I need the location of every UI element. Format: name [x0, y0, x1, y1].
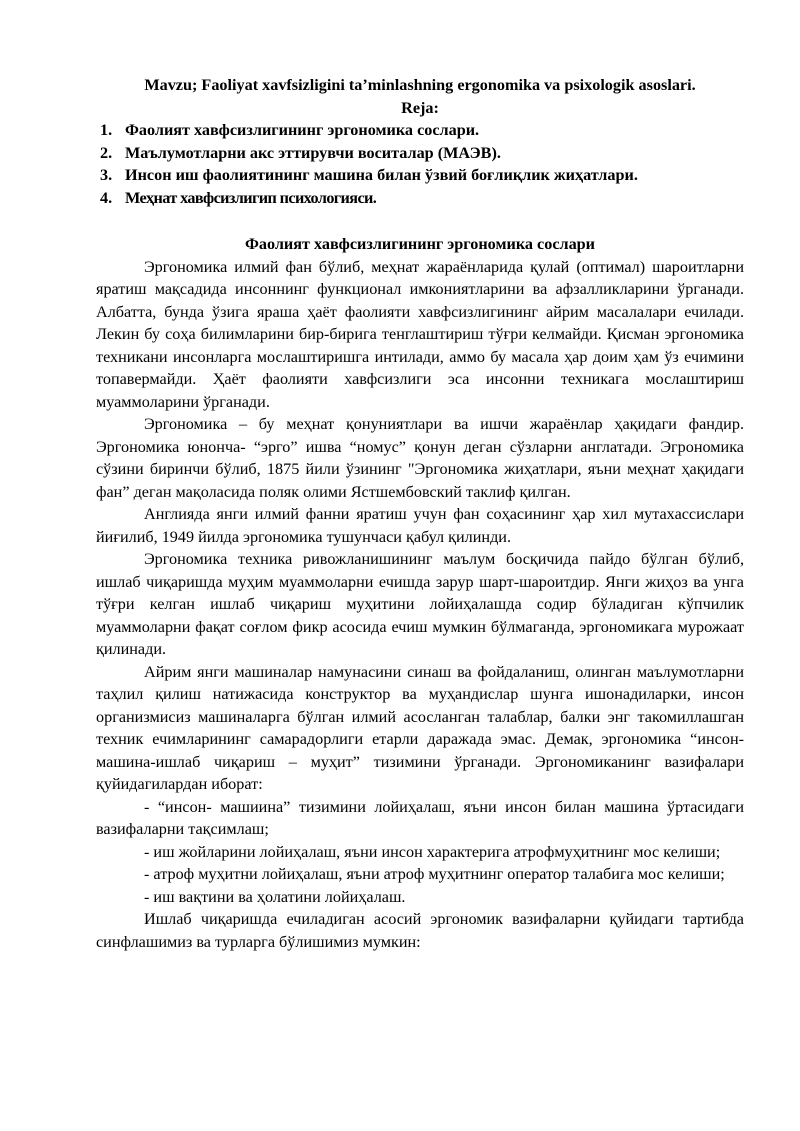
- plan-item-number: 4.: [100, 188, 113, 207]
- plan-item-text: Инсон иш фаолиятининг машина билан ўзвий боғлиқлик жиҳатлари.: [125, 166, 638, 184]
- document-page: [96, 74, 744, 953]
- body-paragraph: Англияда янги илмий фанни яратиш учун фан соҳасининг ҳар хил мутахассислари йиғилиб, 1949 йилда эргономика тушунчаси қабул қилинди.: [96, 505, 744, 546]
- task-list-item: - атроф муҳитни лойиҳалаш, яъни атроф муҳитнинг оператор талабига мос келиши;: [144, 865, 725, 883]
- plan-item-number: 1.: [100, 121, 113, 139]
- plan-item: [96, 119, 744, 142]
- plan-item-number: 2.: [100, 143, 113, 162]
- plan-item: [96, 164, 744, 187]
- body-paragraph: Эргономика техника ривожланишининг маълум босқичида пайдо бўлган бўлиб, ишлаб чиқаришда муҳим муаммоларни ечишда зарур шарт-шароитдир. Янги жиҳоз ва унга тўғри келган ишлаб чиқариш муҳитини лойиҳалашда содир бўладиган кўпчилик муаммоларни фақат соғлом фикр асосида ечиш мумкин бўлмаганда, эргономикага мурожаат қилинади.: [96, 550, 744, 658]
- plan-heading: Reja:: [401, 98, 439, 117]
- plan-item-text: Меҳнат хавфсизлигип психологияси.: [125, 188, 377, 207]
- plan-list: [96, 119, 744, 209]
- body-paragraph: Эргономика – бу меҳнат қонуниятлари ва ишчи жараёнлар ҳақидаги фандир. Эргономика юнонча- “эрго” ишва “номус” қонун деган сўзларни англатади. Эгрономика сўзини биринчи бўлиб, 1875 йили ўзининг "Эргономика жиҳатлари, яъни меҳнат ҳақидаги фан” деган мақоласида поляк олими Ястшембовский таклиф қилган.: [96, 415, 744, 501]
- plan-item-text: Фаолият хавфсизлигининг эргономика сослари.: [125, 121, 480, 139]
- body-paragraph: Айрим янги машиналар намунасини синаш ва фойдаланиш, олинган маълумотларни таҳлил қилиш натижасида конструктор ва муҳандислар шунга ишонадиларки, инсон организмисиз машиналарга бўлган илмий асосланган талаблар, балки энг такомиллашган техник ечимларининг самарадорлиги етарли даражада эмас. Демак, эргономика “инсон-машина-ишлаб чиқариш – муҳит” тизимини ўрганади. Эргономиканинг вазифалари қуйидагилардан иборат:: [96, 662, 744, 793]
- body-paragraph: Эргономика илмий фан бўлиб, меҳнат жараёнларида қулай (оптимал) шароитларни яратиш мақсадида инсоннинг функционал имкониятларини ва афзалликларини ўрганади. Албатта, бунда ўзига яраша ҳаёт фаолияти хавфсизлигининг айрим масалалари ечилади. Лекин бу соҳа билимларини бир-бирига тенглаштириш тўғри келмайди. Қисман эргономика техникани инсонларга мослаштиришга интилади, аммо бу масала ҳар доим ҳам ўз ечимини топавермайди. Ҳаёт фаолияти хавфсизлиги эса инсонни техникага мослаштириш муаммоларини ўрганади.: [96, 257, 744, 411]
- plan-item: [96, 142, 744, 165]
- plan-item: [96, 187, 744, 210]
- document-title: Mavzu; Faoliyat xavfsizligini ta’minlashning ergonomika va psixologik asoslari.: [144, 76, 696, 94]
- body-paragraph: Ишлаб чиқаришда ечиладиган асосий эргономик вазифаларни қуйидаги тартибда синфлашимиз ва турларга бўлишимиз мумкин:: [96, 910, 744, 951]
- plan-item-number: 3.: [100, 166, 113, 184]
- section-heading: Фаолият хавфсизлигининг эргономика сослари: [244, 235, 596, 253]
- task-list-item: - “инсон- машиина” тизимини лойиҳалаш, яъни инсон билан машина ўртасидаги вазифаларни тақсимлаш;: [96, 797, 744, 838]
- plan-item-text: Маълумотларни акс эттирувчи воситалар (МАЭВ).: [125, 143, 501, 162]
- task-list-item: - иш жойларини лойиҳалаш, яъни инсон характерига атрофмуҳитнинг мос келиши;: [144, 842, 721, 861]
- task-list-item: - иш вақтини ва ҳолатини лойиҳалаш.: [144, 887, 406, 906]
